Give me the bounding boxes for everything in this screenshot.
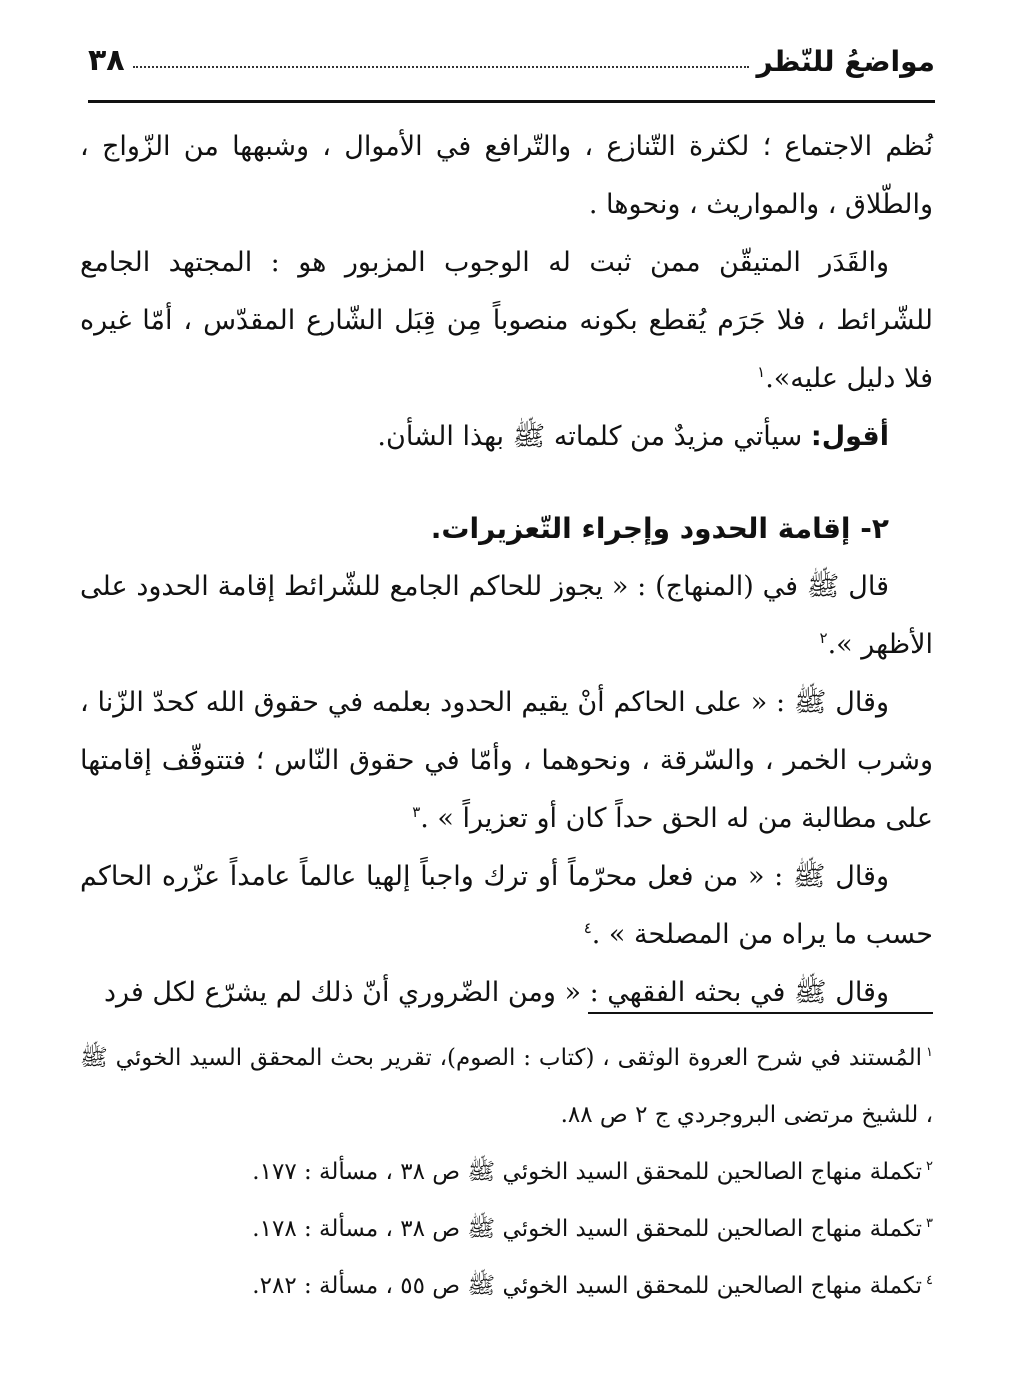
footnote-number: ١: [926, 1045, 933, 1061]
paragraph-3: [80, 408, 933, 466]
footnote-ref-2[interactable]: ٢: [819, 629, 828, 647]
footnote-3: [80, 1201, 933, 1258]
paragraph-4: [80, 558, 933, 674]
footnote-number: ٤: [926, 1273, 933, 1289]
footnote-text: المُستند في شرح العروة الوثقى ، (كتاب : الصوم)، تقرير بحث المحقق السيد الخوئي ﷺ ، للشيخ مرتضى البروجردي ج ٢ ص ٨٨.: [80, 1045, 933, 1128]
footnote-text: تكملة منهاج الصالحين للمحقق السيد الخوئي ﷺ ص ٣٨ ، مسألة : ١٧٨.: [252, 1216, 923, 1242]
footnote-ref-1[interactable]: ١: [757, 363, 766, 381]
paragraph-1-text: نُظم الاجتماع ؛ لكثرة التّنازع ، والتّرافع في الأموال ، وشبهها من الزّواج ، والطّلاق ، والمواريث ، ونحوها .: [80, 131, 933, 220]
paragraph-7-text: وقال ﷺ في بحثه الفقهي : « ومن الضّروري أنّ ذلك لم يشرّع لكل فرد: [103, 977, 889, 1008]
footnote-ref-4[interactable]: ٤: [583, 919, 592, 937]
header-rule: [88, 100, 935, 103]
paragraph-2-text: والقَدَر المتيقّن ممن ثبت له الوجوب المزبور هو : المجتهد الجامع للشّرائط ، فلا جَرَم يُقطع بكونه منصوباً مِن قِبَل الشّارع المقدّس ، أمّا غيره فلا دليل عليه».: [80, 247, 933, 394]
paragraph-5-text: وقال ﷺ : « على الحاكم أنْ يقيم الحدود بعلمه في حقوق الله كحدّ الزّنا ، وشرب الخمر ، والسّرقة ، ونحوهما ، وأمّا في حقوق النّاس ؛ فتتوقّف إقامتها على مطالبة من له الحق حداً كان أو تعزيراً » .: [80, 687, 933, 834]
page-number: ٣٨: [88, 43, 125, 78]
paragraph-6-text: وقال ﷺ : « من فعل محرّماً أو ترك واجباً إلهيا عالماً عامداً عزّره الحاكم حسب ما يراه من المصلحة » .: [80, 861, 933, 950]
footnote-ref-3[interactable]: ٣: [412, 803, 421, 821]
paragraph-5: [80, 674, 933, 848]
paragraph-1: [80, 118, 933, 234]
paragraph-2: [80, 234, 933, 408]
footnote-text: تكملة منهاج الصالحين للمحقق السيد الخوئي ﷺ ص ٥٥ ، مسألة : ٢٨٢.: [252, 1273, 923, 1299]
main-text: [80, 118, 933, 1022]
paragraph-3-text: سيأتي مزيدٌ من كلماته ﷺ بهذا الشأن.: [377, 421, 803, 452]
footnote-4: [80, 1258, 933, 1315]
footnote-separator: [588, 1012, 933, 1014]
paragraph-4-text: قال ﷺ في (المنهاج) : « يجوز للحاكم الجامع للشّرائط إقامة الحدود على الأظهر ».: [80, 571, 933, 660]
footnote-2: [80, 1144, 933, 1201]
footnote-1: [80, 1030, 933, 1144]
footnote-text: تكملة منهاج الصالحين للمحقق السيد الخوئي ﷺ ص ٣٨ ، مسألة : ١٧٧.: [252, 1159, 923, 1185]
footnotes: [80, 1030, 933, 1315]
running-header: [88, 28, 935, 78]
leader-dots: [133, 66, 749, 68]
footnote-number: ٣: [926, 1216, 933, 1232]
section-heading: ٢- إقامة الحدود وإجراء التّعزيرات.: [430, 512, 889, 545]
aqul-lead: أقول:: [810, 421, 889, 452]
paragraph-6: [80, 848, 933, 964]
footnote-number: ٢: [926, 1159, 933, 1175]
running-title: مواضعُ للنّظر: [756, 45, 935, 78]
